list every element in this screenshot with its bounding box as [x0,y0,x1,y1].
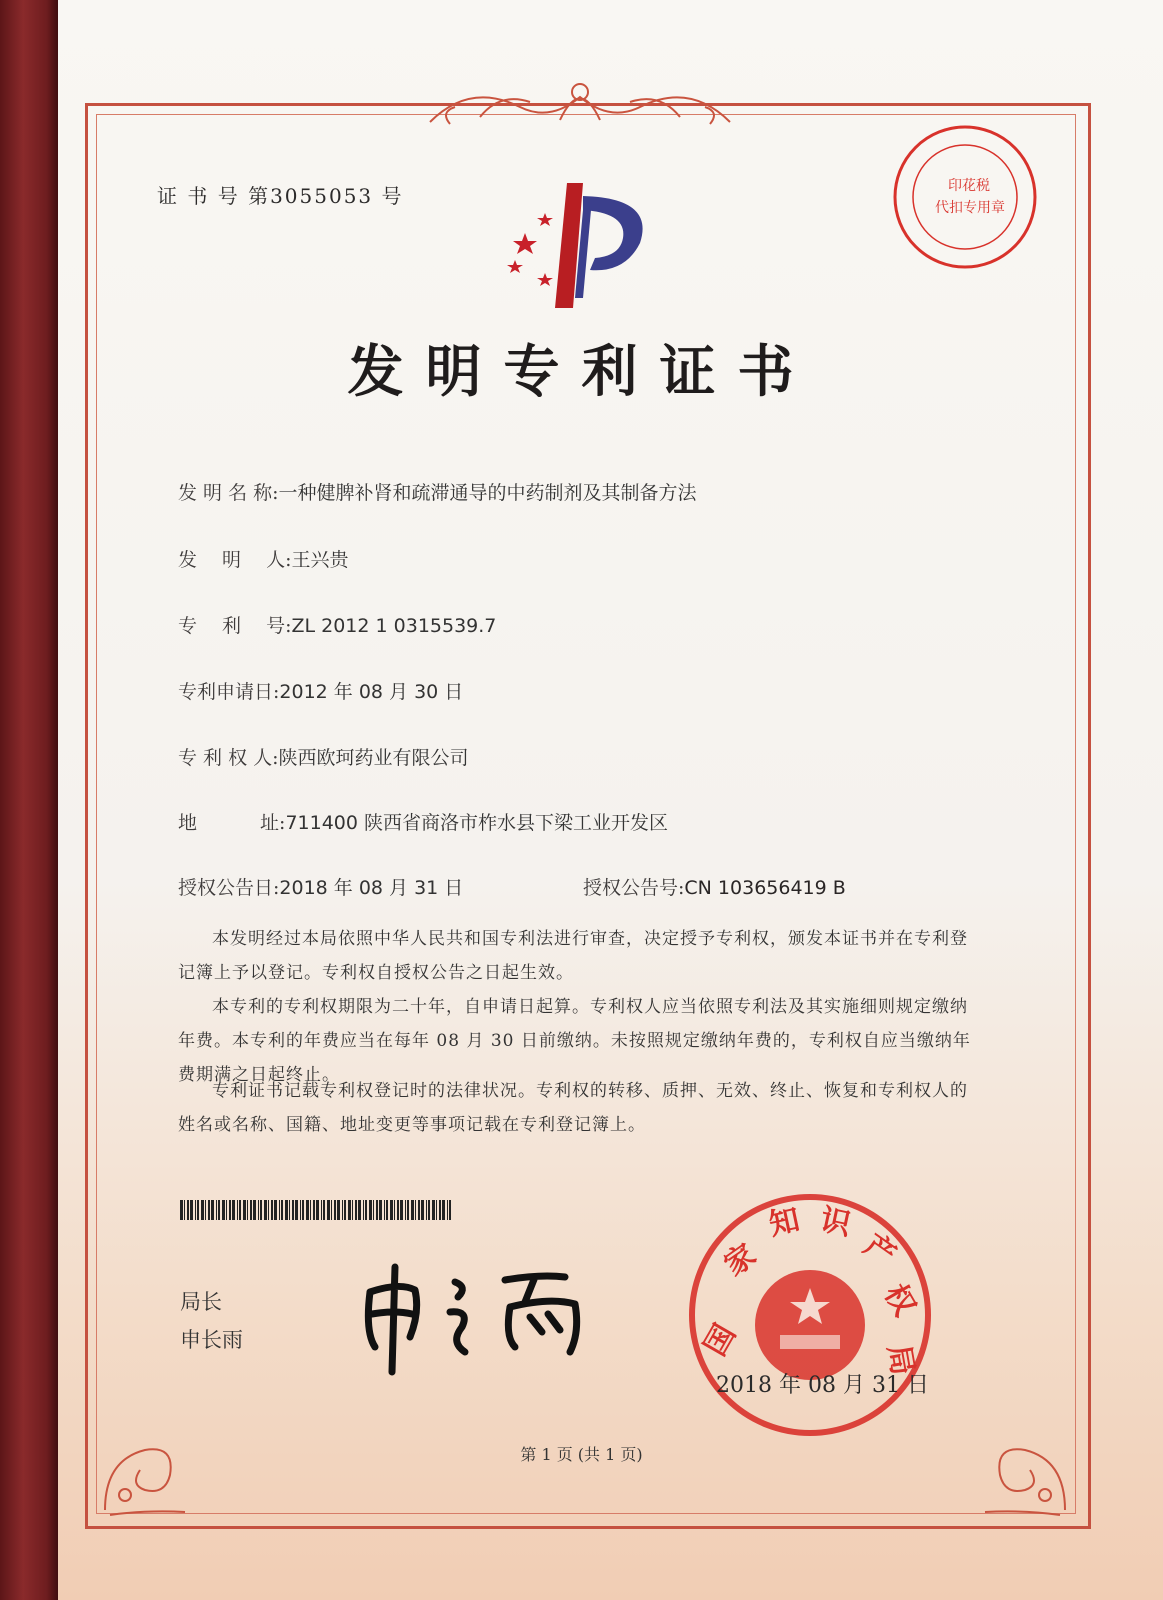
svg-text:国: 国 [697,1318,744,1362]
grant-date-row [178,873,463,900]
certificate-number: 证 书 号 第3055053 号 [157,184,404,208]
svg-text:识: 识 [817,1202,854,1243]
application-date-label: 专利申请日: [178,681,280,703]
svg-text:代扣专用章: 代扣专用章 [935,200,1005,216]
director-signature [350,1252,610,1382]
bottom-left-ornament [95,1420,205,1520]
invention-name-value: 一种健脾补肾和疏滞通导的中药制剂及其制备方法 [278,482,697,504]
svg-text:家: 家 [717,1237,763,1284]
grant-number-value: CN 103656419 B [684,877,846,899]
certificate-title: 发明专利证书 [347,340,816,405]
top-ornament [410,72,750,132]
director-name: 申长雨 [180,1328,243,1352]
grant-number-row [583,873,846,900]
application-date-value: 2012 年 08 月 30 日 [279,681,464,703]
barcode [180,1200,452,1220]
grant-date-label: 授权公告日: [178,877,280,899]
application-date-row [178,677,463,704]
patentee-value: 陕西欧珂药业有限公司 [278,747,469,769]
tax-stamp [890,122,1040,272]
patentee-label: 专 利 权 人: [178,747,279,769]
svg-text:产: 产 [857,1227,903,1274]
paragraph-3: 专利证书记载专利权登记时的法律状况。专利权的转移、质押、无效、终止、恢复和专利权人的姓名或名称、国籍、地址变更等事项记载在专利登记簿上。 [178,1081,968,1135]
invention-name-label: 发 明 名 称: [178,482,279,504]
svg-text:印花税: 印花税 [948,178,990,194]
bottom-right-ornament [965,1420,1075,1520]
svg-text:权: 权 [876,1278,923,1322]
svg-text:局: 局 [880,1342,921,1378]
seal-date: 2018 年 08 月 31 日 [716,1373,929,1398]
invention-name-row [178,478,697,505]
patent-number-value: ZL 2012 1 0315539.7 [291,615,497,637]
patent-office-logo [495,178,665,313]
svg-text:知: 知 [766,1202,803,1243]
director-title: 局长 [180,1290,222,1314]
patent-number-row [178,611,496,638]
address-value: 711400 陕西省商洛市柞水县下梁工业开发区 [285,812,669,834]
official-seal [685,1190,935,1440]
inventor-label: 发 明 人: [178,549,292,571]
grant-date-value: 2018 年 08 月 31 日 [279,877,464,899]
paragraph-2: 本专利的专利权期限为二十年，自申请日起算。专利权人应当依照专利法及其实施细则规定缴纳年费。本专利的年费应当在每年 08 月 30 日前缴纳。未按照规定缴纳年费的，专利权自应当缴纳年费期满之日起终止。 [178,997,971,1085]
paragraph-1: 本发明经过本局依照中华人民共和国专利法进行审查，决定授予专利权，颁发本证书并在专利登记簿上予以登记。专利权自授权公告之日起生效。 [178,929,968,983]
binding-spine [0,0,58,1600]
grant-number-label: 授权公告号: [583,877,685,899]
patentee-row [178,743,469,770]
inventor-row [178,545,349,572]
address-row [178,808,668,835]
address-label: 地 址: [178,812,286,834]
inventor-value: 王兴贵 [291,549,349,571]
page-number: 第 1 页 (共 1 页) [520,1445,643,1464]
patent-number-label: 专 利 号: [178,615,292,637]
